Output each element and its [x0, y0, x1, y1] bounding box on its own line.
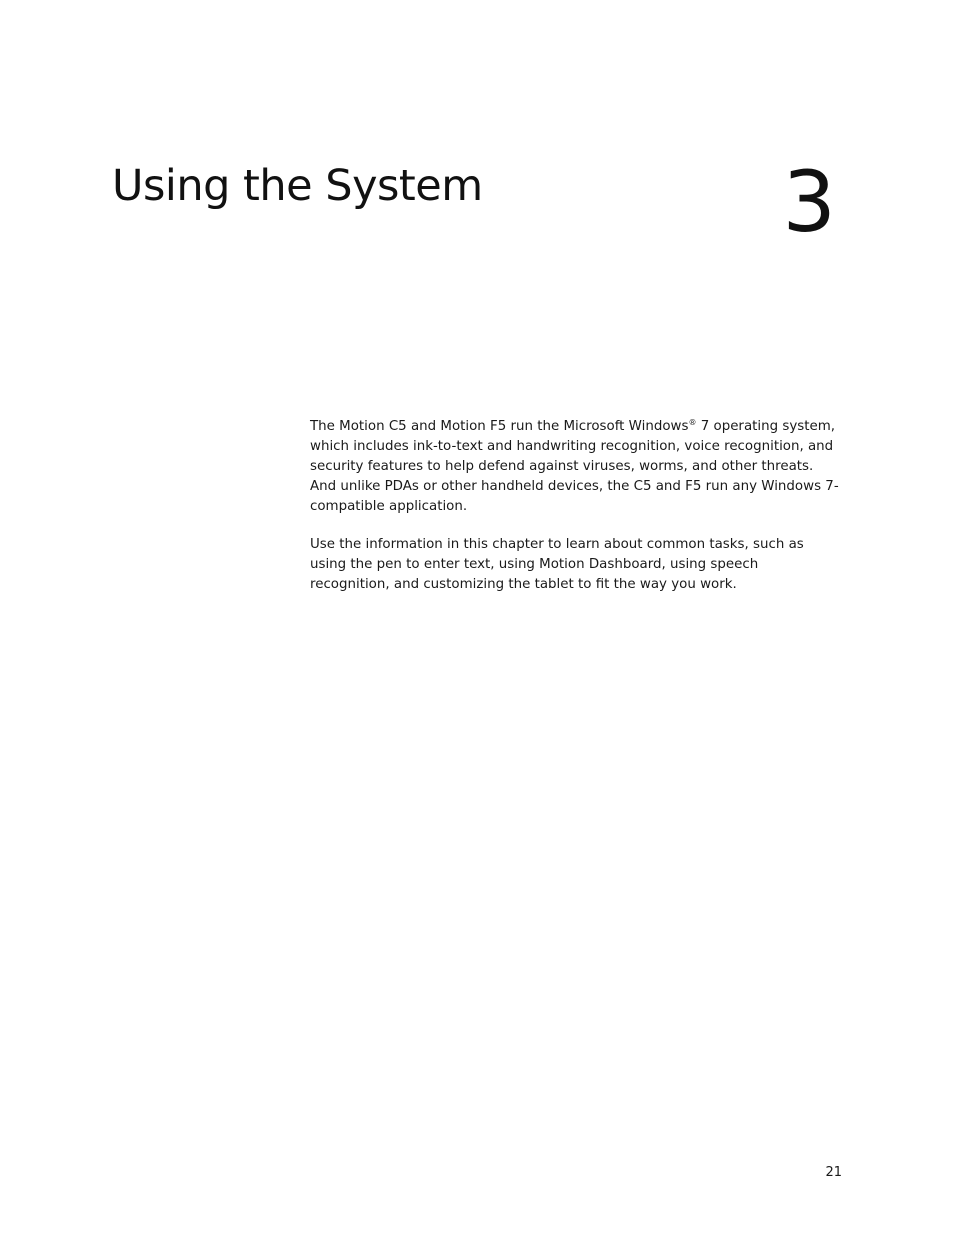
page-number: 21	[825, 1165, 842, 1180]
registered-trademark-mark: ®	[688, 418, 697, 427]
intro-paragraph-1	[310, 417, 842, 517]
intro-paragraph-1-end: 7 operating system, which includes ink-to-text and handwriting recognition, voice recognition, and security features to help defend against viruses, worms, and other threats. And unlike PDAs or other handheld devices, the C5 and F5 run any Windows 7-compatible application.	[310, 419, 839, 514]
chapter-title: Using the System	[112, 161, 483, 211]
intro-paragraph-1-start: The Motion C5 and Motion F5 run the Microsoft Windows	[310, 419, 689, 434]
chapter-number: 3	[782, 153, 836, 251]
intro-paragraph-2: Use the information in this chapter to learn about common tasks, such as using the pen to enter text, using Motion Dashboard, using speech recognition, and customizing the tablet to fit the way you work.	[310, 537, 804, 592]
chapter-intro	[310, 417, 842, 613]
